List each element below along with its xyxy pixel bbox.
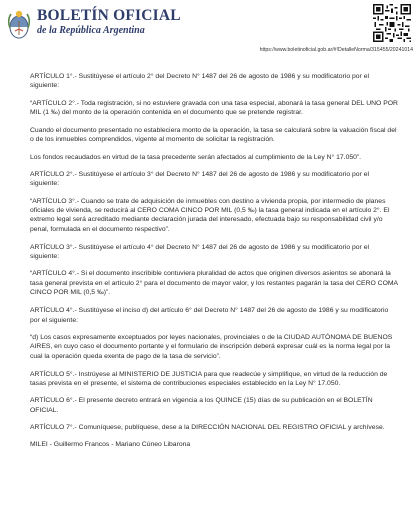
signatories: MILEI - Guillermo Francos - Mariano Cúneo Libarona bbox=[30, 441, 191, 449]
article-1-quote-paragraph-2: Cuando el documento presentado no estableciera monto de la operación, la tasa se calculará sobre la valuación fiscal del o de los inmuebles comprendidos, vigente al momento de solicitar la registración. bbox=[30, 127, 397, 144]
article-2-quote-art-3: “ARTÍCULO 3°.- Cuando se trate de adquisición de inmuebles con destino a vivienda propia, por intermedio de planes oficiales de vivienda, se reducirá al CERO COMA CINCO POR MIL (0,5 ‰) la tasa general indicada en el artículo 2°. El extremo legal será acreditado mediante declaración jurada del interesado, efectuada bajo su responsabilidad civil y/o penal, formulada en el documento respectivo”. bbox=[30, 197, 390, 233]
article-4: ARTÍCULO 4°.- Sustitúyese el inciso d) del artículo 6° del Decreto N° 1487 del 26 de agosto de 1986 y su modificatorio por el siguiente: bbox=[30, 307, 389, 324]
article-3: ARTÍCULO 3°.- Sustitúyese el artículo 4° del Decreto N° 1487 del 26 de agosto de 1986 y su modificatorio por el siguiente: bbox=[30, 243, 369, 261]
brand-subtitle: de la República Argentina bbox=[37, 25, 145, 36]
article-1-quote-paragraph-3: Los fondos recaudados en virtud de la tasa precedente serán afectados al cumplimiento de la Ley N° 17.050”. bbox=[30, 153, 362, 161]
article-2: ARTÍCULO 2°.- Sustitúyese el artículo 3° del Decreto N° 1487 del 26 de agosto de 1986 y su modificatorio por el siguiente: bbox=[30, 171, 369, 188]
article-5: ARTÍCULO 5°.- Instrúyese al MINISTERIO DE JUSTICIA para que readecúe y simplifique, en virtud de la reducción de tasas prevista en el presente, el sistema de contribuciones especiales establecido en la Ley N° 17.050. bbox=[30, 370, 388, 388]
article-7: ARTÍCULO 7°.- Comuníquese, publíquese, dese a la DIRECCIÓN NACIONAL DEL REGISTRO OFICIAL y archívese. bbox=[30, 424, 385, 432]
article-4-quote-inciso-d: “d) Los casos expresamente exceptuados por leyes nacionales, provinciales o de la CIUDAD AUTÓNOMA DE BUENOS AIRES, en cuyo caso el documento portante y el formulario de inscripción deberá expresar cuál es la norma legal por la cual la operación queda exenta de pago de la tasa de servicio”. bbox=[30, 333, 393, 360]
brand-title: BOLETÍN OFICIAL bbox=[37, 7, 181, 24]
document-url[interactable]: https://www.boletinoficial.gob.ar/#!DetalleNorma/315455/20241014 bbox=[259, 47, 413, 53]
article-6: ARTÍCULO 6°.- El presente decreto entrará en vigencia a los QUINCE (15) días de su publicación en el BOLETÍN OFICIAL. bbox=[30, 397, 373, 414]
decree-body bbox=[30, 72, 398, 458]
article-1-quote-art-2: “ARTÍCULO 2°.- Toda registración, si no estuviere gravada con una tasa especial, abonará la tasa general DEL UNO POR MIL (1 ‰) del monto de la operación contenida en el documento que se pretende registrar. bbox=[30, 99, 398, 116]
document-header bbox=[0, 0, 420, 58]
national-seal-icon bbox=[7, 6, 31, 44]
article-3-quote-art-4: “ARTÍCULO 4°.- Si el documento inscribible contuviera pluralidad de actos que originen diversos asientos se abonará la tasa general prevista en el artículo 2° para el documento de mayor valor, y los restantes pagarán la tasa del CERO COMA CINCO POR MIL (0,5 ‰)”. bbox=[30, 270, 398, 297]
qr-code-icon bbox=[373, 4, 411, 42]
article-1: ARTÍCULO 1°.- Sustitúyese el artículo 2° del Decreto N° 1487 del 26 de agosto de 1986 y su modificatorio por el siguiente: bbox=[30, 73, 369, 90]
